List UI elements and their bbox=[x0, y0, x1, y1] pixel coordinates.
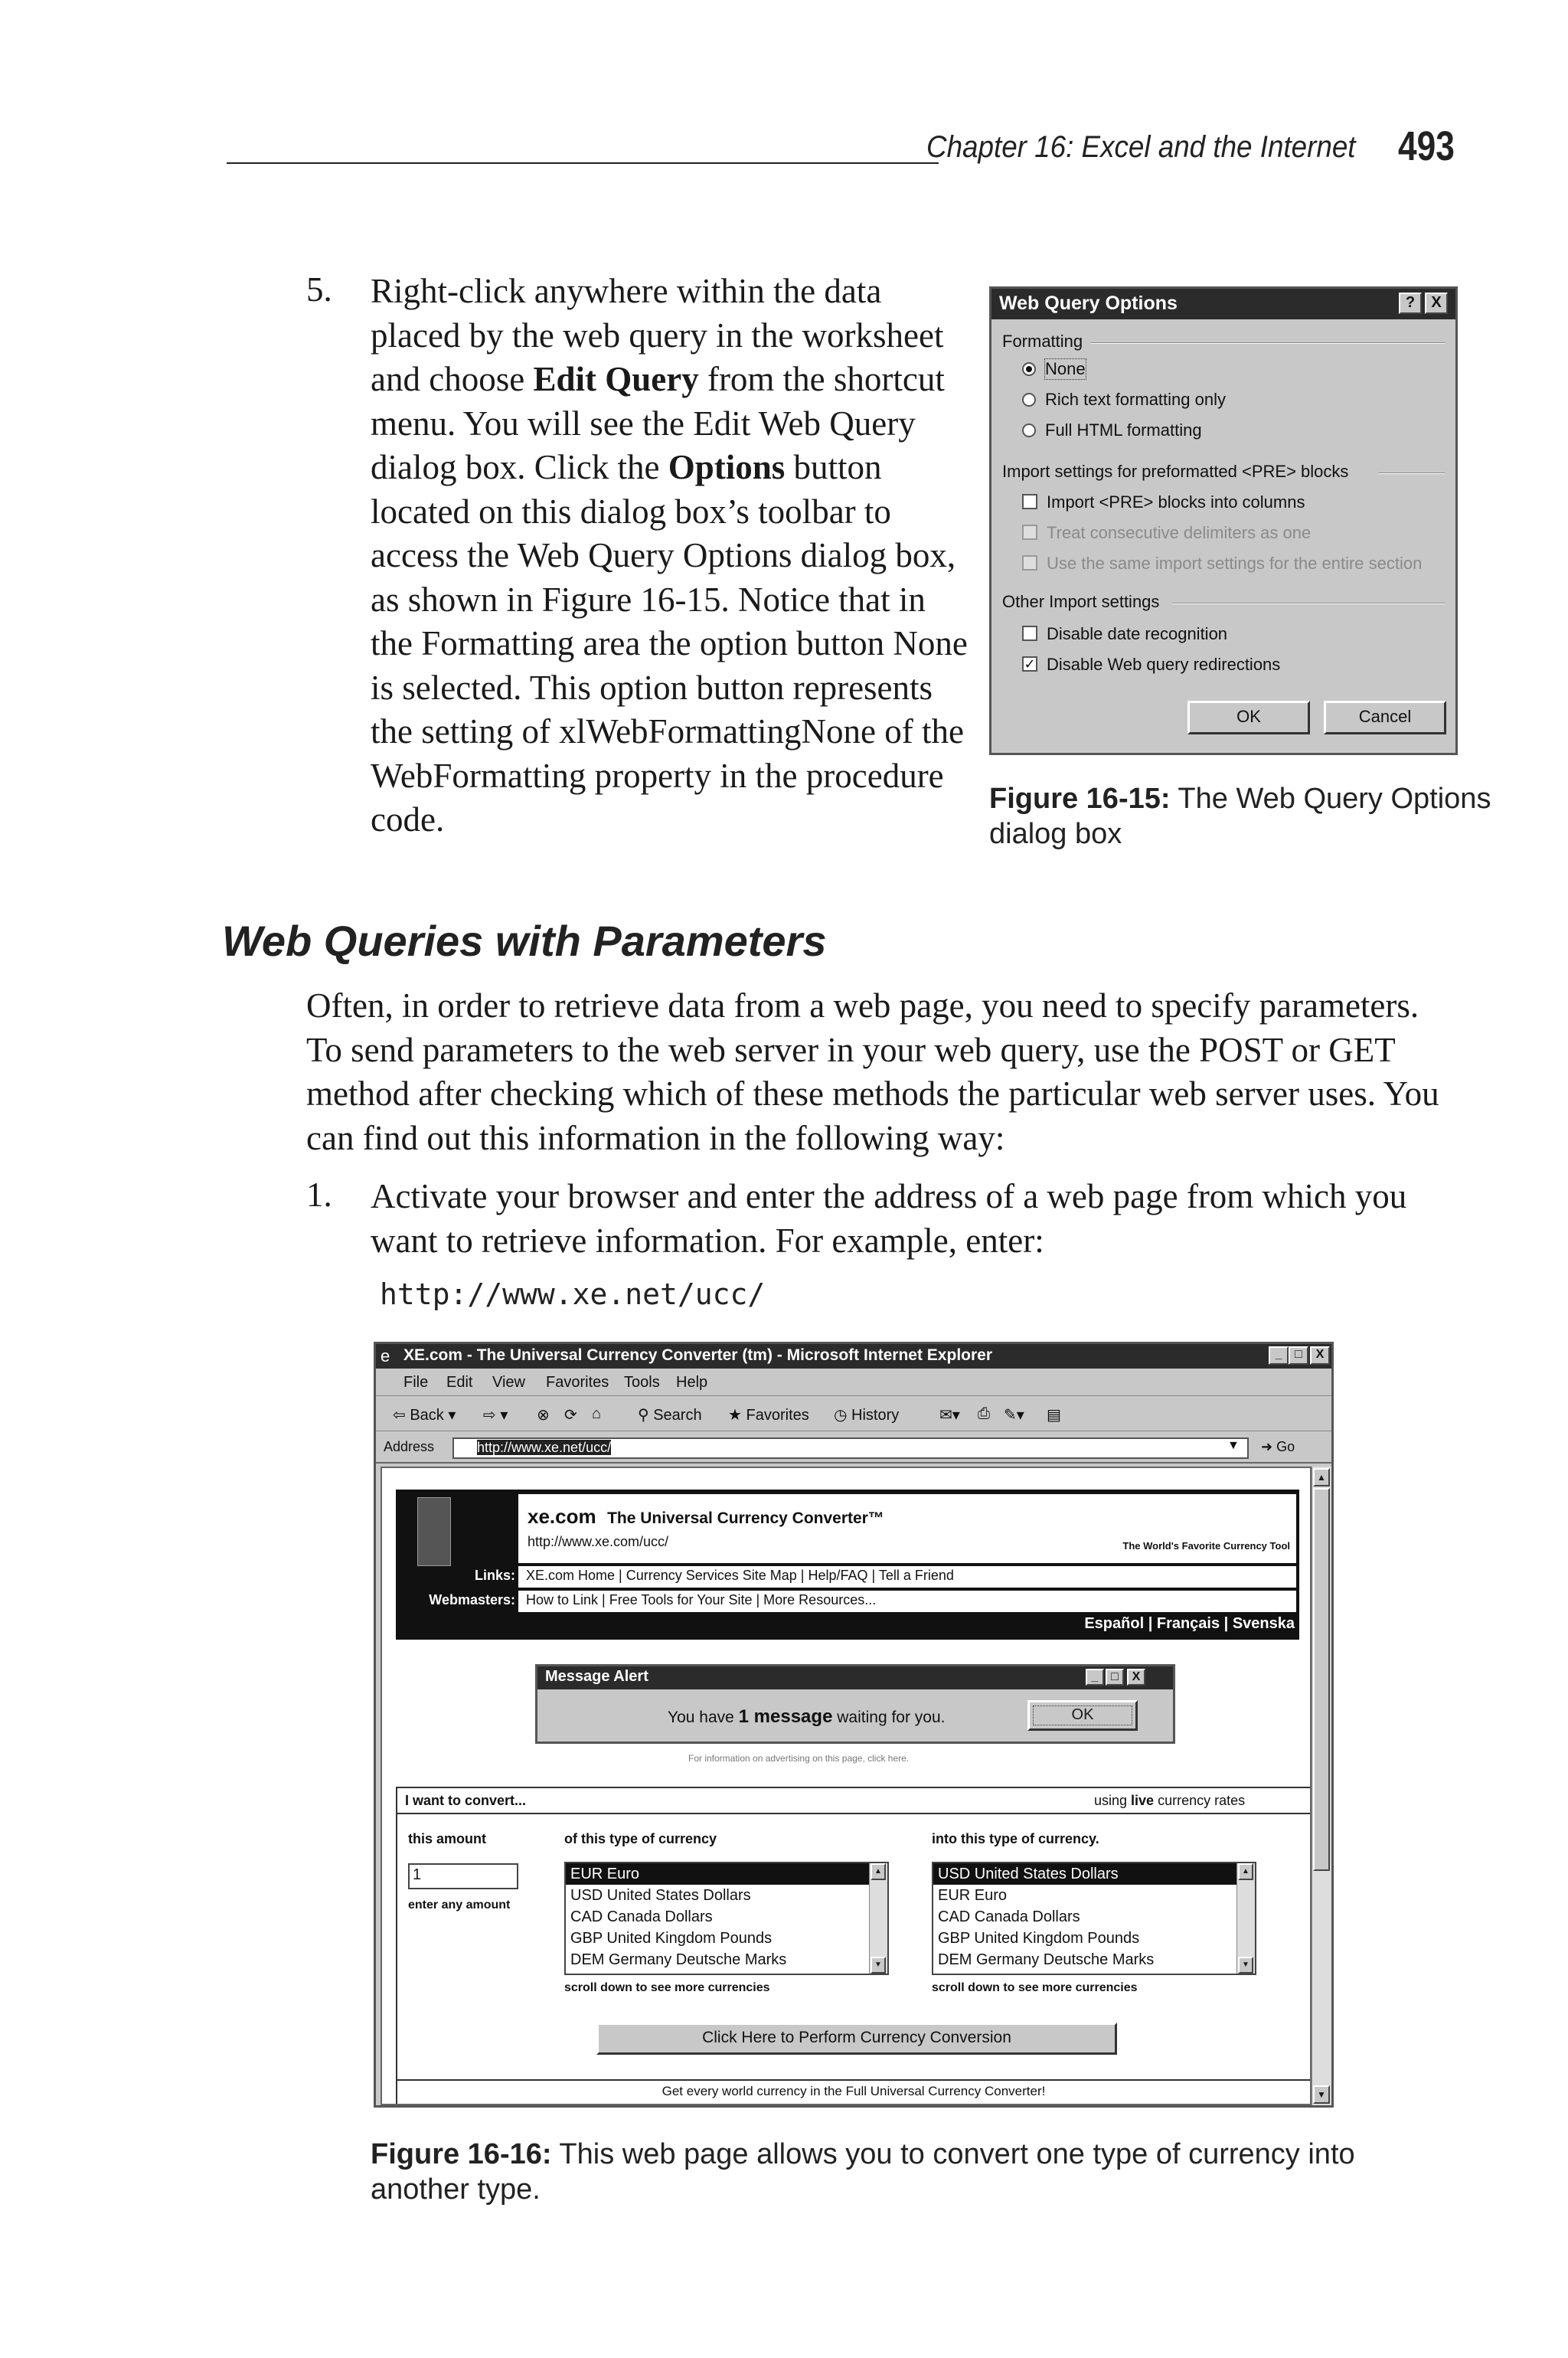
scroll-down-icon[interactable]: ▼ bbox=[871, 1957, 886, 1974]
to-scroll-hint: scroll down to see more currencies bbox=[932, 1981, 1138, 1994]
alert-close-button[interactable]: X bbox=[1127, 1669, 1145, 1686]
links-label: Links: bbox=[474, 1568, 515, 1583]
converter-footer[interactable]: Get every world currency in the Full Universal Currency Converter! bbox=[397, 2079, 1310, 2099]
address-value: http://www.xe.net/ucc/ bbox=[477, 1440, 612, 1455]
alert-message: You have 1 message waiting for you. bbox=[668, 1706, 946, 1727]
amount-label: this amount bbox=[408, 1831, 486, 1846]
list-item[interactable]: USD United States Dollars bbox=[570, 1887, 751, 1904]
ie-icon: e bbox=[381, 1346, 390, 1365]
radio-rich-text[interactable] bbox=[1022, 393, 1036, 407]
links-row[interactable]: XE.com Home | Currency Services Site Map | Help/FAQ | Tell a Friend bbox=[518, 1566, 1296, 1588]
example-url: http://www.xe.net/ucc/ bbox=[380, 1277, 766, 1311]
alert-maximize-button[interactable]: □ bbox=[1106, 1669, 1124, 1686]
menu-tools[interactable]: Tools bbox=[624, 1374, 660, 1391]
address-bar bbox=[376, 1433, 1331, 1464]
address-dropdown-icon[interactable]: ▼ bbox=[1227, 1439, 1240, 1452]
search-button[interactable] bbox=[638, 1405, 702, 1424]
alert-title: Message Alert bbox=[537, 1666, 1173, 1689]
group-divider bbox=[1172, 603, 1445, 604]
from-currency-list[interactable] bbox=[564, 1862, 889, 1975]
chapter-title: Chapter 16: Excel and the Internet bbox=[926, 130, 1356, 164]
from-currency-label: of this type of currency bbox=[564, 1831, 717, 1846]
forward-button[interactable]: ⇨ ▾ bbox=[483, 1407, 508, 1424]
checkbox-disable-redirect[interactable]: ✓ bbox=[1022, 656, 1037, 672]
go-icon: ➜ bbox=[1261, 1439, 1277, 1454]
other-group-label: Other Import settings bbox=[1002, 592, 1160, 611]
menu-favorites[interactable]: Favorites bbox=[546, 1374, 609, 1391]
scroll-up-icon[interactable]: ▲ bbox=[1313, 1468, 1330, 1486]
close-button[interactable]: X bbox=[1425, 293, 1448, 314]
list-item[interactable]: DEM Germany Deutsche Marks bbox=[938, 1951, 1155, 1968]
convert-button[interactable]: Click Here to Perform Currency Conversion bbox=[596, 2023, 1117, 2055]
minimize-button[interactable]: _ bbox=[1269, 1346, 1289, 1365]
home-icon[interactable]: ⌂ bbox=[592, 1405, 602, 1422]
page-number: 493 bbox=[1398, 123, 1455, 169]
discuss-icon[interactable]: ▤ bbox=[1047, 1407, 1061, 1424]
mail-icon[interactable]: ✉▾ bbox=[939, 1407, 960, 1424]
list-item[interactable]: GBP United Kingdom Pounds bbox=[570, 1930, 773, 1947]
webmasters-label: Webmasters: bbox=[429, 1592, 515, 1607]
radio-rich-text-label: Rich text formatting only bbox=[1045, 390, 1226, 409]
header-rule bbox=[227, 162, 939, 164]
webmasters-row[interactable]: How to Link | Free Tools for Your Site | More Resources... bbox=[518, 1591, 1296, 1612]
advertising-info: For information on advertising on this page, click here. bbox=[688, 1753, 910, 1764]
go-button[interactable] bbox=[1261, 1439, 1295, 1455]
search-icon: ⚲ bbox=[638, 1407, 654, 1424]
converter-title: I want to convert... bbox=[405, 1793, 527, 1808]
list-item[interactable]: EUR Euro bbox=[938, 1887, 1008, 1904]
web-page bbox=[381, 1467, 1312, 2105]
alert-ok-button[interactable]: OK bbox=[1027, 1700, 1138, 1731]
from-scroll-hint: scroll down to see more currencies bbox=[564, 1981, 770, 1994]
amount-hint: enter any amount bbox=[408, 1899, 511, 1912]
stop-icon[interactable]: ⊗ bbox=[537, 1407, 550, 1424]
xe-banner bbox=[396, 1490, 1299, 1640]
to-currency-list[interactable] bbox=[932, 1862, 1256, 1975]
dialog-title: Web Query Options bbox=[991, 289, 1455, 319]
xe-logo bbox=[417, 1497, 451, 1566]
xe-header bbox=[518, 1494, 1296, 1563]
xe-brand-title: The Universal Currency Converter™ bbox=[607, 1509, 884, 1527]
history-button[interactable] bbox=[834, 1405, 899, 1424]
xe-brand bbox=[528, 1505, 884, 1529]
group-divider bbox=[1379, 473, 1445, 474]
list-item[interactable]: CAD Canada Dollars bbox=[938, 1908, 1080, 1925]
favorites-button[interactable] bbox=[728, 1405, 809, 1424]
list-item[interactable]: EUR Euro bbox=[566, 1863, 887, 1885]
import-group-label: Import settings for preformatted <PRE> blocks bbox=[1002, 462, 1349, 481]
print-icon[interactable]: ⎙ bbox=[978, 1405, 990, 1422]
history-label: History bbox=[851, 1407, 900, 1424]
rates-label: using live currency rates bbox=[1094, 1793, 1246, 1808]
browser-toolbar bbox=[376, 1398, 1331, 1431]
radio-none-label: None bbox=[1045, 359, 1086, 378]
go-label: Go bbox=[1276, 1439, 1295, 1454]
figure-caption: Figure 16-16: This web page allows you to convert one type of currency into another type. bbox=[371, 2138, 1355, 2206]
step-number: 5. bbox=[306, 270, 332, 309]
browser-window bbox=[374, 1342, 1334, 2108]
list-scrollbar[interactable] bbox=[1236, 1863, 1255, 1974]
to-currency-label: into this type of currency. bbox=[932, 1831, 1099, 1846]
checkbox-consecutive-delimiters bbox=[1022, 525, 1037, 540]
page-scrollbar[interactable] bbox=[1312, 1467, 1331, 2105]
language-links[interactable]: Español | Français | Svenska bbox=[1084, 1615, 1295, 1632]
checkbox-import-pre-label: Import <PRE> blocks into columns bbox=[1047, 492, 1305, 512]
section-paragraph: Often, in order to retrieve data from a web page, you need to specify parameters. To send parameters to the web server in your web query, use the POST or GET method after checking which of these methods the particular web server uses. You can find out this information in the following way: bbox=[306, 986, 1439, 1157]
list-item[interactable]: DEM Germany Deutsche Marks bbox=[570, 1951, 787, 1968]
checkbox-disable-date-label: Disable date recognition bbox=[1047, 624, 1228, 643]
scroll-up-icon[interactable]: ▲ bbox=[871, 1863, 886, 1880]
history-icon: ◷ bbox=[834, 1407, 852, 1424]
menu-file[interactable]: File bbox=[403, 1374, 429, 1391]
radio-full-html[interactable] bbox=[1022, 424, 1036, 437]
group-divider bbox=[1091, 342, 1445, 344]
address-input[interactable] bbox=[452, 1437, 1249, 1459]
currency-converter bbox=[396, 1787, 1312, 2105]
help-button[interactable]: ? bbox=[1399, 293, 1422, 314]
list-item[interactable]: USD United States Dollars bbox=[933, 1863, 1255, 1885]
xe-brand-name: xe.com bbox=[528, 1505, 596, 1528]
figure-caption: Figure 16-15: The Web Query Options dialog box bbox=[989, 783, 1491, 850]
edit-icon[interactable]: ✎▾ bbox=[1004, 1407, 1024, 1424]
radio-full-html-label: Full HTML formatting bbox=[1045, 420, 1202, 440]
checkbox-consecutive-delimiters-label: Treat consecutive delimiters as one bbox=[1047, 523, 1312, 542]
refresh-icon[interactable]: ⟳ bbox=[564, 1407, 577, 1424]
scroll-down-icon[interactable]: ▼ bbox=[1313, 2085, 1330, 2104]
menu-view[interactable]: View bbox=[492, 1374, 525, 1391]
checkbox-disable-date[interactable] bbox=[1022, 626, 1037, 641]
favorites-label: Favorites bbox=[746, 1407, 809, 1424]
message-alert bbox=[535, 1664, 1175, 1744]
menu-edit[interactable]: Edit bbox=[446, 1374, 473, 1391]
amount-input[interactable]: 1 bbox=[408, 1863, 518, 1889]
browser-title: XE.com - The Universal Currency Converter (tm) - Microsoft Internet Explorer bbox=[376, 1344, 1331, 1369]
checkbox-same-settings-label: Use the same import settings for the entire section bbox=[1047, 554, 1423, 573]
formatting-group-label: Formatting bbox=[1002, 332, 1083, 351]
scroll-up-icon[interactable]: ▲ bbox=[1238, 1863, 1253, 1880]
ok-button[interactable]: OK bbox=[1187, 701, 1310, 734]
scroll-thumb[interactable] bbox=[1313, 1488, 1330, 1871]
xe-tagline: The World's Favorite Currency Tool bbox=[1122, 1540, 1290, 1552]
menu-help[interactable]: Help bbox=[676, 1374, 708, 1391]
converter-header bbox=[397, 1788, 1310, 1814]
web-query-options-dialog bbox=[989, 286, 1458, 755]
section-heading: Web Queries with Parameters bbox=[222, 917, 827, 965]
checkbox-import-pre[interactable] bbox=[1022, 494, 1037, 509]
close-button[interactable]: X bbox=[1310, 1346, 1330, 1365]
step-1-text: Activate your browser and enter the address of a web page from which you want to retrieve information. For example, enter: bbox=[371, 1177, 1407, 1260]
list-item[interactable]: CAD Canada Dollars bbox=[570, 1908, 713, 1925]
step-number: 1. bbox=[306, 1176, 332, 1214]
list-scrollbar[interactable] bbox=[869, 1863, 887, 1974]
maximize-button[interactable]: □ bbox=[1289, 1346, 1308, 1365]
scroll-down-icon[interactable]: ▼ bbox=[1238, 1957, 1253, 1974]
radio-none[interactable] bbox=[1022, 362, 1036, 376]
favorites-icon: ★ bbox=[728, 1407, 746, 1424]
list-item[interactable]: GBP United Kingdom Pounds bbox=[938, 1930, 1140, 1947]
search-label: Search bbox=[653, 1407, 702, 1424]
xe-url: http://www.xe.com/ucc/ bbox=[528, 1534, 669, 1549]
step-5-text: Right-click anywhere within the data placed by the web query in the worksheet and choose Edit Query from the shortcut menu. You will see the Edit Web Query dialog box. Click the Options button located on this dialog box’s toolbar to access the Web Query Options dialog box, as shown in Figure 16-15. Notice that in the Formatting area the option button None is selected. This option button represents the setting of xlWebFormattingNone of the WebFormatting property in the procedure code. bbox=[371, 272, 968, 839]
cancel-button[interactable]: Cancel bbox=[1324, 701, 1446, 734]
alert-minimize-button[interactable]: _ bbox=[1086, 1669, 1104, 1686]
checkbox-same-settings bbox=[1022, 555, 1037, 571]
checkbox-disable-redirect-label: Disable Web query redirections bbox=[1047, 655, 1281, 674]
back-button[interactable]: ⇦ Back ▾ bbox=[393, 1407, 456, 1424]
address-label: Address bbox=[384, 1439, 435, 1454]
menu-bar bbox=[376, 1370, 1331, 1396]
